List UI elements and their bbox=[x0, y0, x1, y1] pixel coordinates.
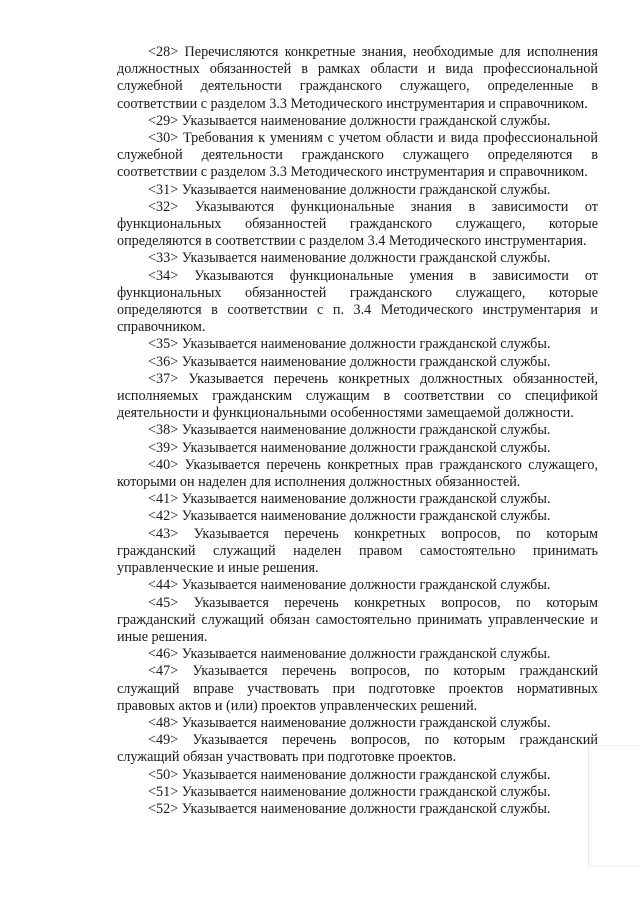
footnote-49: <49> Указывается перечень вопросов, по которым гражданский служащий обязан участвовать при подготовке проектов. bbox=[117, 732, 598, 766]
footnote-34: <34> Указываются функциональные умения в зависимости от функциональных обязанностей гражданского служащего, которые определяются в соответствии с п. 3.4 Методического инструментария и справочником. bbox=[117, 267, 598, 336]
footnote-28: <28> Перечисляются конкретные знания, необходимые для исполнения должностных обязанностей в рамках области и вида профессиональной служебной деятельности гражданского служащего, определенные в соответствии с разделом 3.3 Методического инструментария и справочником. bbox=[117, 44, 598, 112]
footnote-43: <43> Указывается перечень конкретных вопросов, по которым гражданский служащий наделен правом самостоятельно принимать управленческие и иные решения. bbox=[117, 525, 598, 577]
footnote-37: <37> Указывается перечень конкретных должностных обязанностей, исполняемых гражданским служащим в соответствии со спецификой деятельности и функциональными особенностями замещаемой должности. bbox=[117, 370, 598, 422]
footnote-39: <39> Указывается наименование должности гражданской службы. bbox=[148, 439, 551, 456]
footnote-42: <42> Указывается наименование должности гражданской службы. bbox=[148, 508, 551, 525]
footnotes-text-block bbox=[117, 44, 598, 818]
footnote-35: <35> Указывается наименование должности гражданской службы. bbox=[148, 336, 551, 353]
footnote-40: <40> Указывается перечень конкретных прав гражданского служащего, которыми он наделен для исполнения должностных обязанностей. bbox=[117, 456, 598, 491]
footnote-45: <45> Указывается перечень конкретных вопросов, по которым гражданский служащий обязан самостоятельно принимать управленческие и иные решения. bbox=[117, 594, 598, 645]
footnote-41: <41> Указывается наименование должности гражданской службы. bbox=[148, 491, 551, 508]
footnote-29: <29> Указывается наименование должности гражданской службы. bbox=[148, 112, 551, 129]
footnote-51: <51> Указывается наименование должности гражданской службы. bbox=[148, 783, 551, 800]
footnote-47: <47> Указывается перечень вопросов, по которым гражданский служащий вправе участвовать при подготовке проектов нормативных правовых актов и (или) проектов управленческих решений. bbox=[117, 663, 598, 714]
footnote-31: <31> Указывается наименование должности гражданской службы. bbox=[148, 181, 551, 198]
footnote-50: <50> Указывается наименование должности гражданской службы. bbox=[148, 766, 551, 783]
footnote-38: <38> Указывается наименование должности гражданской службы. bbox=[148, 422, 551, 439]
footnote-33: <33> Указывается наименование должности гражданской службы. bbox=[148, 250, 551, 267]
faint-stamp-mark bbox=[588, 745, 640, 867]
footnote-48: <48> Указывается наименование должности гражданской службы. bbox=[148, 714, 551, 731]
footnote-32: <32> Указываются функциональные знания в зависимости от функциональных обязанностей гражданского служащего, которые определяются в соответствии с разделом 3.4 Методического инструментария. bbox=[117, 198, 598, 250]
footnote-30: <30> Требования к умениям с учетом области и вида профессиональной служебной деятельности гражданского служащего определяются в соответствии с разделом 3.3 Методического инструментария и справочником. bbox=[117, 130, 598, 181]
footnote-36: <36> Указывается наименование должности гражданской службы. bbox=[148, 353, 551, 370]
footnote-46: <46> Указывается наименование должности гражданской службы. bbox=[148, 646, 551, 663]
footnote-44: <44> Указывается наименование должности гражданской службы. bbox=[148, 577, 551, 594]
footnote-52: <52> Указывается наименование должности гражданской службы. bbox=[148, 800, 551, 817]
